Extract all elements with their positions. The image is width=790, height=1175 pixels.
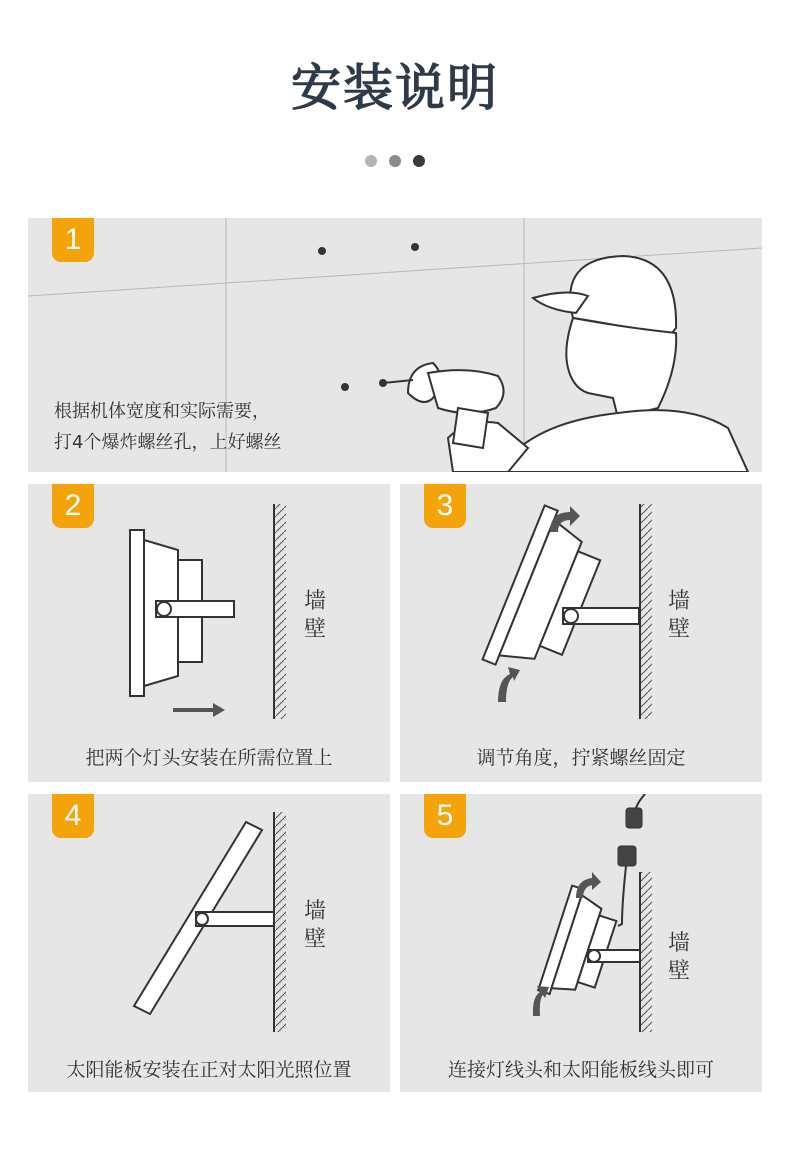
page-title: 安装说明 [291,59,499,117]
step-1-caption-line1: 根据机体宽度和实际需要， [54,401,270,422]
step-2-illustration [28,484,390,782]
step-3-wall-label: 墙壁 [667,589,690,642]
dot-2 [389,155,401,167]
step-1-panel [28,218,762,472]
step-4-wall-label: 墙壁 [303,899,326,952]
step-3-illustration [400,484,762,782]
step-3-panel [400,484,762,782]
step-2-caption: 把两个灯头安装在所需位置上 [85,747,333,769]
step-1-badge: 1 [52,218,94,262]
pagination-dots [0,152,790,171]
step-5-badge: 5 [424,794,466,838]
step-3-caption: 调节角度，拧紧螺丝固定 [476,747,686,769]
step-2-badge: 2 [52,484,94,528]
dot-3 [413,155,425,167]
step-5-illustration [400,794,762,1092]
step-4-illustration [28,794,390,1092]
step-4-caption: 太阳能板安装在正对太阳光照位置 [66,1059,352,1081]
step-5-caption: 连接灯线头和太阳能板线头即可 [447,1059,714,1081]
dot-1 [365,155,377,167]
step-2-wall-label: 墙壁 [303,589,326,642]
step-1-caption-line2: 打4个爆炸螺丝孔，上好螺丝 [54,432,282,453]
step-1-caption [54,396,281,458]
step-4-badge: 4 [52,794,94,838]
step-2-panel [28,484,390,782]
step-4-panel [28,794,390,1092]
step-5-wall-label: 墙壁 [667,931,690,984]
step-5-panel [400,794,762,1092]
step-3-badge: 3 [424,484,466,528]
